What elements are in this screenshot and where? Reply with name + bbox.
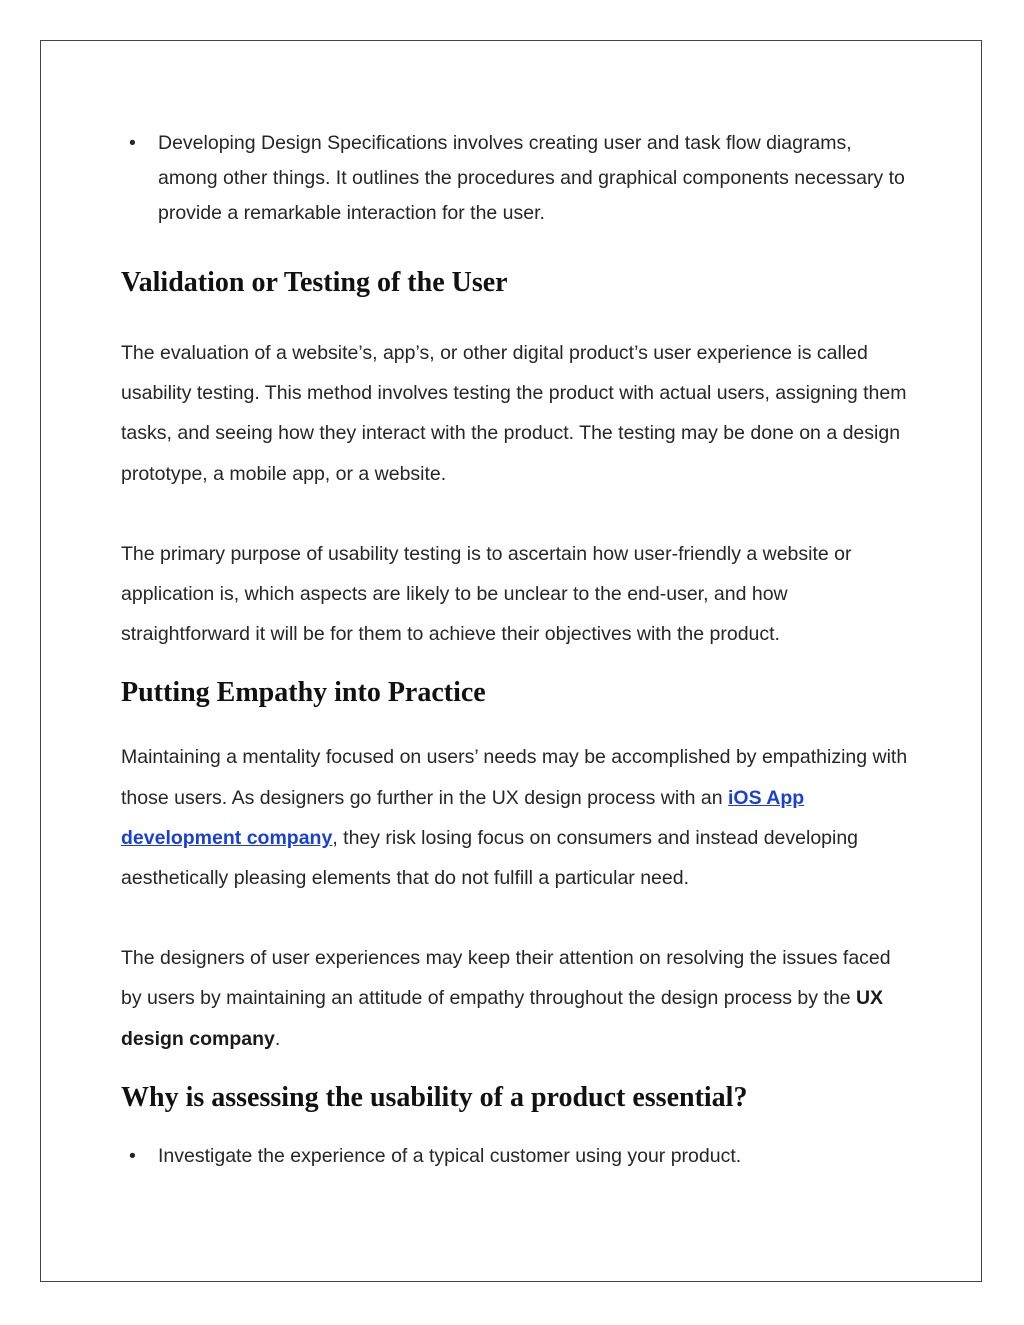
paragraph-text: .	[274, 1027, 281, 1050]
paragraph-text: Maintaining a mentality focused on users’ needs may be accomplished by empathizing with those users. As designers go further in the UX design process with an	[121, 746, 908, 809]
list-item	[121, 126, 911, 231]
paragraph-ux-designers	[121, 938, 911, 1059]
section-heading-empathy: Putting Empathy into Practice	[121, 677, 486, 709]
bullet-icon: •	[129, 1144, 136, 1167]
list-item-text: Investigate the experience of a typical customer using your product.	[158, 1144, 742, 1167]
paragraph-empathy	[121, 737, 911, 898]
list-item	[121, 1139, 911, 1174]
section-heading-validation: Validation or Testing of the User	[121, 267, 508, 298]
paragraph-text: The designers of user experiences may keep their attention on resolving the issues faced by users by maintaining an attitude of empathy throughout the design process by the	[121, 947, 891, 1010]
paragraph-usability-definition: The evaluation of a website’s, app’s, or other digital product’s user experience is called usability testing. This method involves testing the product with actual users, assigning them tasks, and seeing how they interact with the product. The testing may be done on a design prototype, a mobile app, or a website.	[121, 342, 907, 485]
paragraph-usability-purpose: The primary purpose of usability testing is to ascertain how user-friendly a website or application is, which aspects are likely to be unclear to the end-user, and how straightforward it will be for them to achieve their objectives with the product.	[121, 542, 852, 646]
document-content	[121, 126, 911, 1174]
bullet-icon: •	[129, 132, 136, 154]
ios-app-development-link[interactable]: iOS App development company	[121, 786, 805, 849]
section-heading-usability-essential: Why is assessing the usability of a product essential?	[121, 1081, 748, 1113]
paragraph-text: , they risk losing focus on consumers and instead developing aesthetically pleasing elements that do not fulfill a particular need.	[121, 826, 859, 890]
list-item-text: Developing Design Specifications involves creating user and task flow diagrams, among other things. It outlines the procedures and graphical components necessary to provide a remarkable interaction for the user.	[158, 132, 905, 224]
ux-design-company-text: UX design company	[121, 987, 884, 1050]
